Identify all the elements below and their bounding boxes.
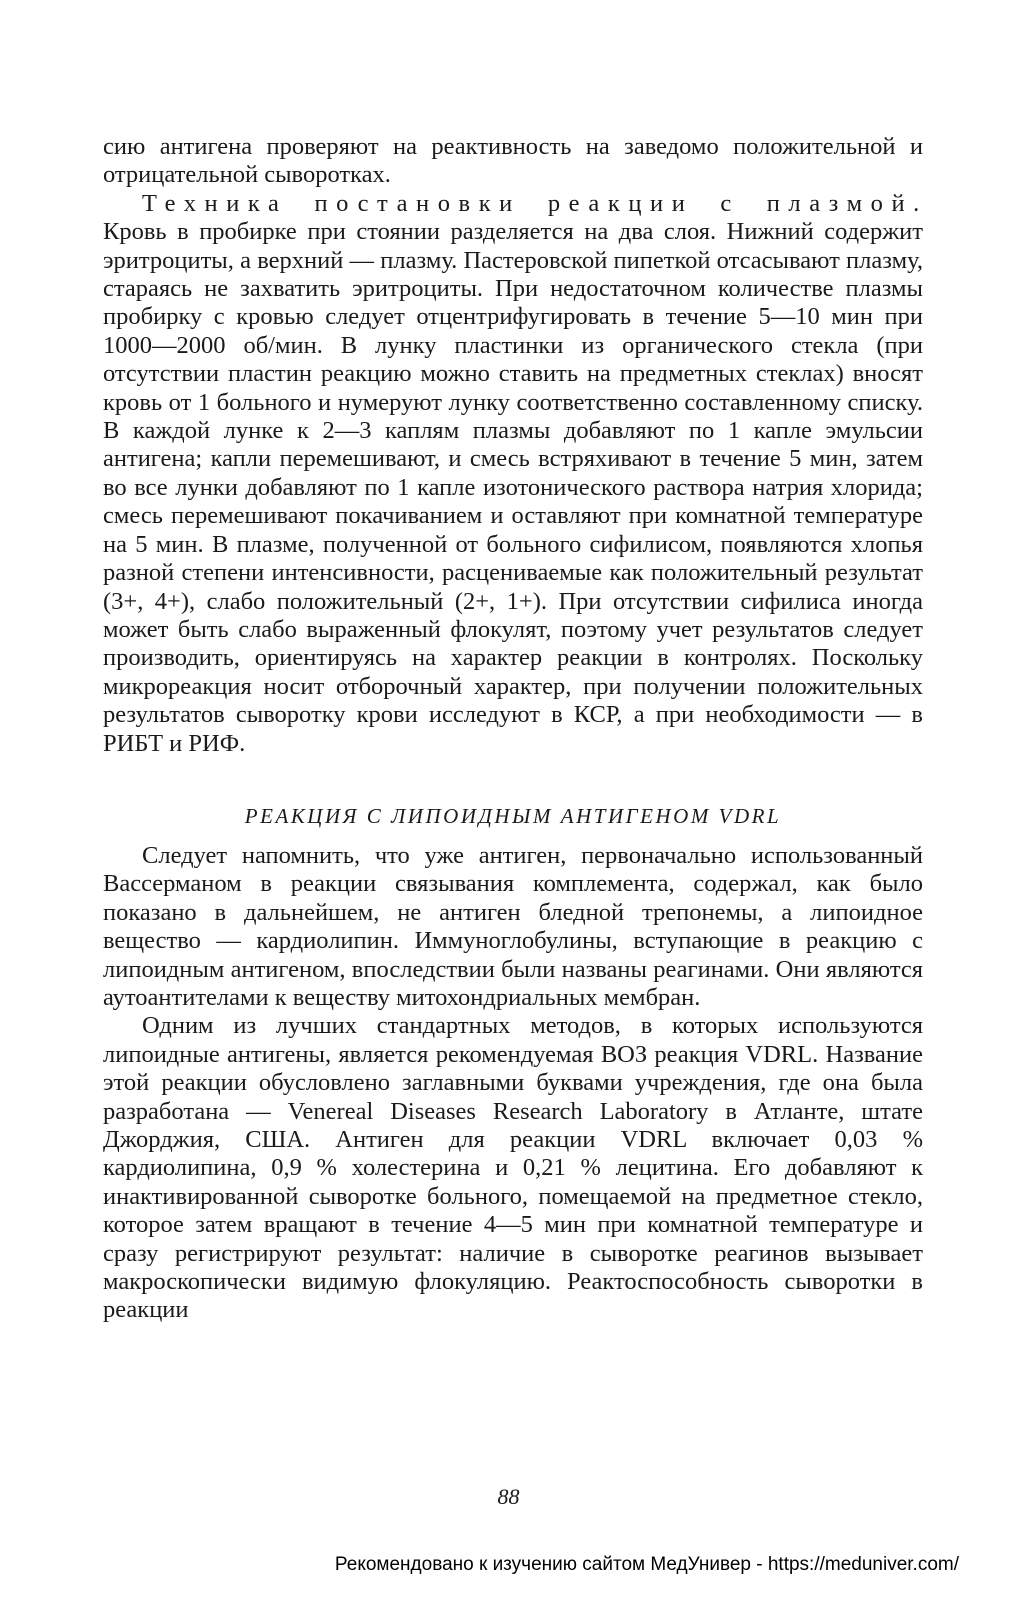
page-number: 88	[497, 1484, 520, 1509]
section-heading: РЕАКЦИЯ С ЛИПОИДНЫМ АНТИГЕНОМ VDRL	[244, 803, 782, 828]
footer-link-text: Рекомендовано к изучению сайтом МедУнивер - https://meduniver.com/	[334, 1554, 959, 1575]
paragraph-technique	[103, 189, 928, 758]
paragraph-technique-body: Кровь в пробирке при стоянии разделяется на два слоя. Нижний содержит эритроциты, а верхний — плазму. Пастеровской пипеткой отсасывают плазму, стараясь не захватить эритроциты. При недостаточном количестве плазмы пробирку с кровью следует отцентрифугировать в течение 5—10 мин при 1000—2000 об/мин. В лунку пластинки из органического стекла (при отсутствии пластин реакцию можно ставить на предметных стеклах) вносят кровь от 1 больного и нумеруют лунку соответственно составленному списку. В каждой лунке к 2—3 каплям плазмы добавляют по 1 капле эмульсии антигена; капли перемешивают, и смесь встряхивают в течение 5 мин, затем во все лунки добавляют по 1 капле изотонического раствора натрия хлорида; смесь перемешивают покачиванием и оставляют при комнатной температуре на 5 мин. В плазме, полученной от больного сифилисом, появляются хлопья разной степени интенсивности, расцениваемые как положительный результат (3+, 4+), слабо положительный (2+, 1+). При отсутствии сифилиса иногда может быть слабо выраженный флокулят, поэтому учет результатов следует производить, ориентируясь на характер реакции в контролях. Поскольку микрореакция носит отборочный характер, при получении положительных результатов сыворотку крови исследуют в КСР, а при необходимости — в РИБТ и РИФ.	[103, 218, 923, 757]
page-body	[103, 133, 928, 1325]
paragraph-vdrl-method: Одним из лучших стандартных методов, в которых используются липоидные антигены, является рекомендуемая ВОЗ реакция VDRL. Название этой реакции обусловлено заглавными буквами учреждения, где она была разработана — Venereal Diseases Research Laboratory в Атланте, штате Джорджия, США. Антиген для реакции VDRL включает 0,03 % кардиолипина, 0,9 % холестерина и 0,21 % лецитина. Его добавляют к инактивированной сыворотке больного, помещаемой на предметное стекло, которое затем вращают в течение 4—5 мин при комнатной температуре и сразу регистрируют результат: наличие в сыворотке реагинов вызывает макроскопически видимую флокуляцию. Реактоспособность сыворотки в реакции	[103, 1012, 923, 1324]
paragraph-vdrl-intro: Следует напомнить, что уже антиген, первоначально использованный Вассерманом в реакции связывания комплемента, содержал, как было показано в дальнейшем, не антиген бледной трепонемы, а липоидное вещество — кардиолипин. Иммуноглобулины, вступающие в реакцию с липоидным антигеном, впоследствии были названы реагинами. Они являются аутоантителами к веществу митохондриальных мембран.	[103, 841, 923, 1011]
paragraph-continued: сию антигена проверяют на реактивность на заведомо положительной и отрицательной сыворотках.	[103, 133, 923, 189]
paragraph-lead-spaced: Техника постановки реакции с плазмой.	[142, 189, 928, 217]
